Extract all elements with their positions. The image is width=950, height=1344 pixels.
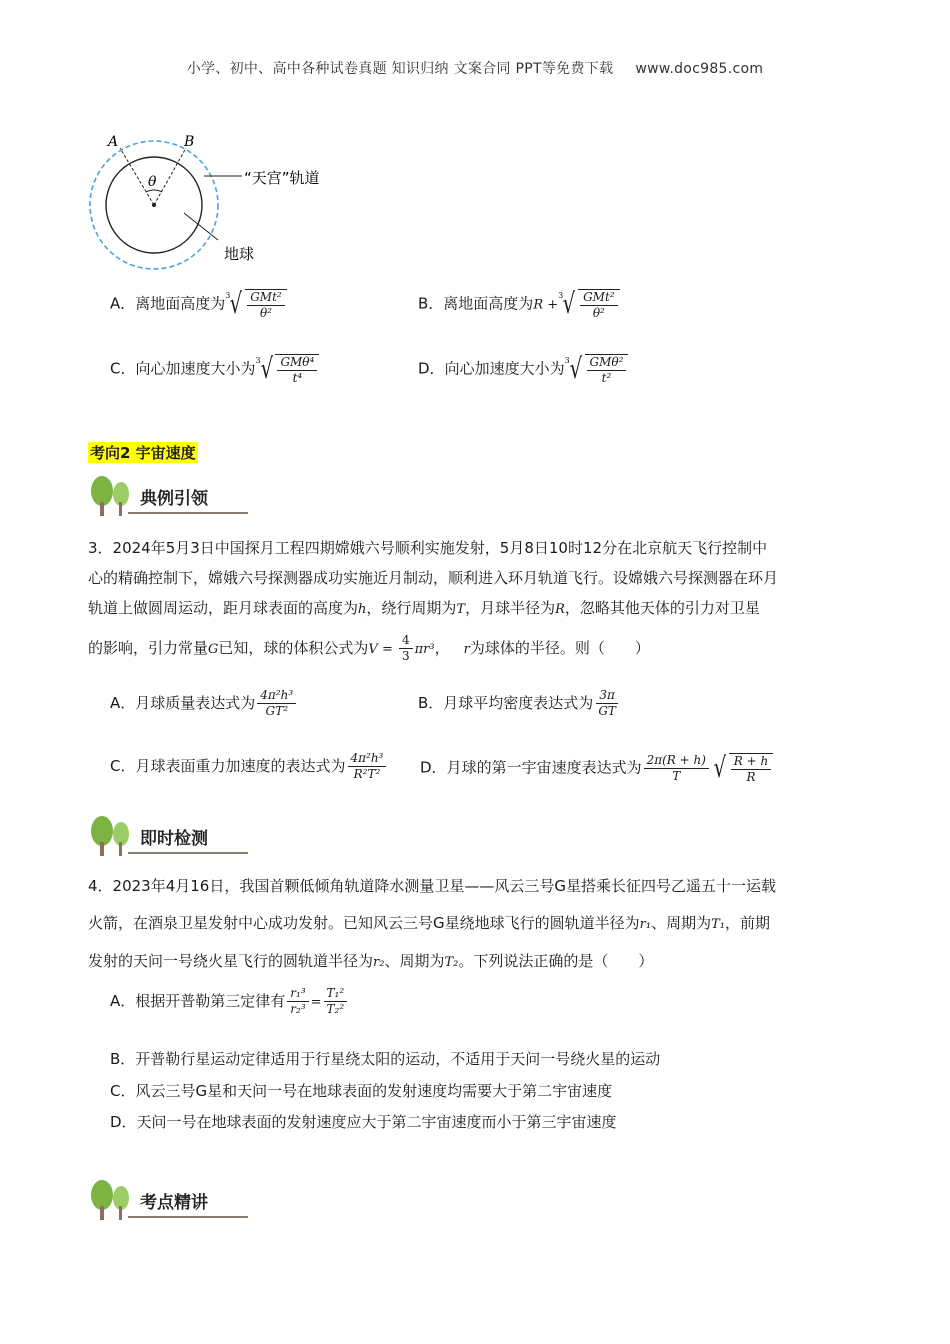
q4-option-b[interactable]: B．开普勒行星运动定律适用于行星绕太阳的运动，不适用于天问一号绕火星的运动 bbox=[110, 1050, 661, 1068]
banner-label: 即时检测 bbox=[140, 829, 208, 849]
q4-option-c[interactable]: C．风云三号G星和天问一号在地球表面的发射速度均需要大于第二宇宙速度 bbox=[110, 1082, 613, 1100]
q2-option-d[interactable]: D．向心加速度大小为 3 √ $\frac{\text{GMθ²}}{\text{t²}}$ bbox=[418, 352, 628, 386]
orbit-diagram bbox=[84, 128, 374, 278]
banner-example bbox=[88, 474, 248, 518]
q4-option-a[interactable]: A．根据开普勒第三定律有 $\frac{\text{r₁³}}{\text{r₂³}}$ = $\frac{\text{T₁²}}{\text{T₂²}}$ bbox=[110, 986, 349, 1017]
q2-option-b[interactable]: B．离地面高度为R + 3 √ $\frac{\text{GMt²}}{\text{θ²}}$ bbox=[418, 287, 620, 321]
question-3: 3．2024年5月3日中国探月工程四期嫦娥六号顺利实施发射，5月8日10时12分在北京航天飞行控制中 心的精确控制下，嫦娥六号探测器成功实施近月制动，顺利进入环月轨道飞行。设嫦娥六号探测器在环月 轨道上做圆周运动，距月球表面的高度为h，绕行周期为T，月球半径为R，忽略其他天体的引力对卫星 的影响，引力常量G已知，球的体积公式为V = $\frac{4}{3}$ πr³， r为球体的半径。则（ ） bbox=[88, 539, 779, 663]
q3-option-b[interactable]: B．月球平均密度表达式为 $\frac{3\pi}{GT}$ bbox=[418, 688, 616, 718]
banner-label: 考点精讲 bbox=[140, 1193, 208, 1213]
label-theta: θ bbox=[148, 174, 157, 190]
banner-key-points bbox=[88, 1178, 248, 1222]
q3-option-c[interactable]: C．月球表面重力加速度的表达式为 $\frac{\text{4π²h³}}{\text{R²T²}}$ bbox=[110, 751, 388, 782]
q3-option-a[interactable]: A．月球质量表达式为 $\frac{\text{4π²h³}}{\text{GT²}}$ bbox=[110, 688, 298, 719]
label-orbit: “天宫”轨道 bbox=[244, 169, 320, 187]
q3-option-d[interactable]: D．月球的第一宇宙速度表达式为 $\frac{2\pi(R + h)}{T}$ √ $\frac{R + h}{R}$ bbox=[420, 751, 773, 785]
label-a: A bbox=[108, 134, 119, 150]
label-earth: 地球 bbox=[224, 245, 255, 263]
question-4: 4．2023年4月16日，我国首颗低倾角轨道降水测量卫星——风云三号G星搭乘长征四号乙遥五十一运载 火箭，在酒泉卫星发射中心成功发射。已知风云三号G星绕地球飞行的圆轨道半径为r₁、周期为T₁，前期 发射的天问一号绕火星飞行的圆轨道半径为r₂、周期为T₂。下列说法正确的是（ ） bbox=[88, 877, 776, 970]
q2-option-a[interactable]: A．离地面高度为 3 √ $\frac{\text{GMt²}}{\text{θ²}}$ bbox=[110, 287, 287, 321]
q4-option-d[interactable]: D．天问一号在地球表面的发射速度应大于第二宇宙速度而小于第三宇宙速度 bbox=[110, 1113, 617, 1131]
q2-option-c[interactable]: C．向心加速度大小为 3 √ $\frac{\text{GMθ⁴}}{\text{t⁴}}$ bbox=[110, 352, 319, 386]
header-text: 小学、初中、高中各种试卷真题 知识归纳 文案合同 PPT等免费下载 bbox=[186, 61, 614, 77]
banner-check bbox=[88, 814, 248, 858]
page-header bbox=[0, 58, 950, 78]
section-title: 考向2 宇宙速度 bbox=[90, 444, 196, 462]
banner-label: 典例引领 bbox=[140, 489, 208, 509]
header-url[interactable]: www.doc985.com bbox=[635, 61, 764, 77]
label-b: B bbox=[184, 134, 195, 150]
